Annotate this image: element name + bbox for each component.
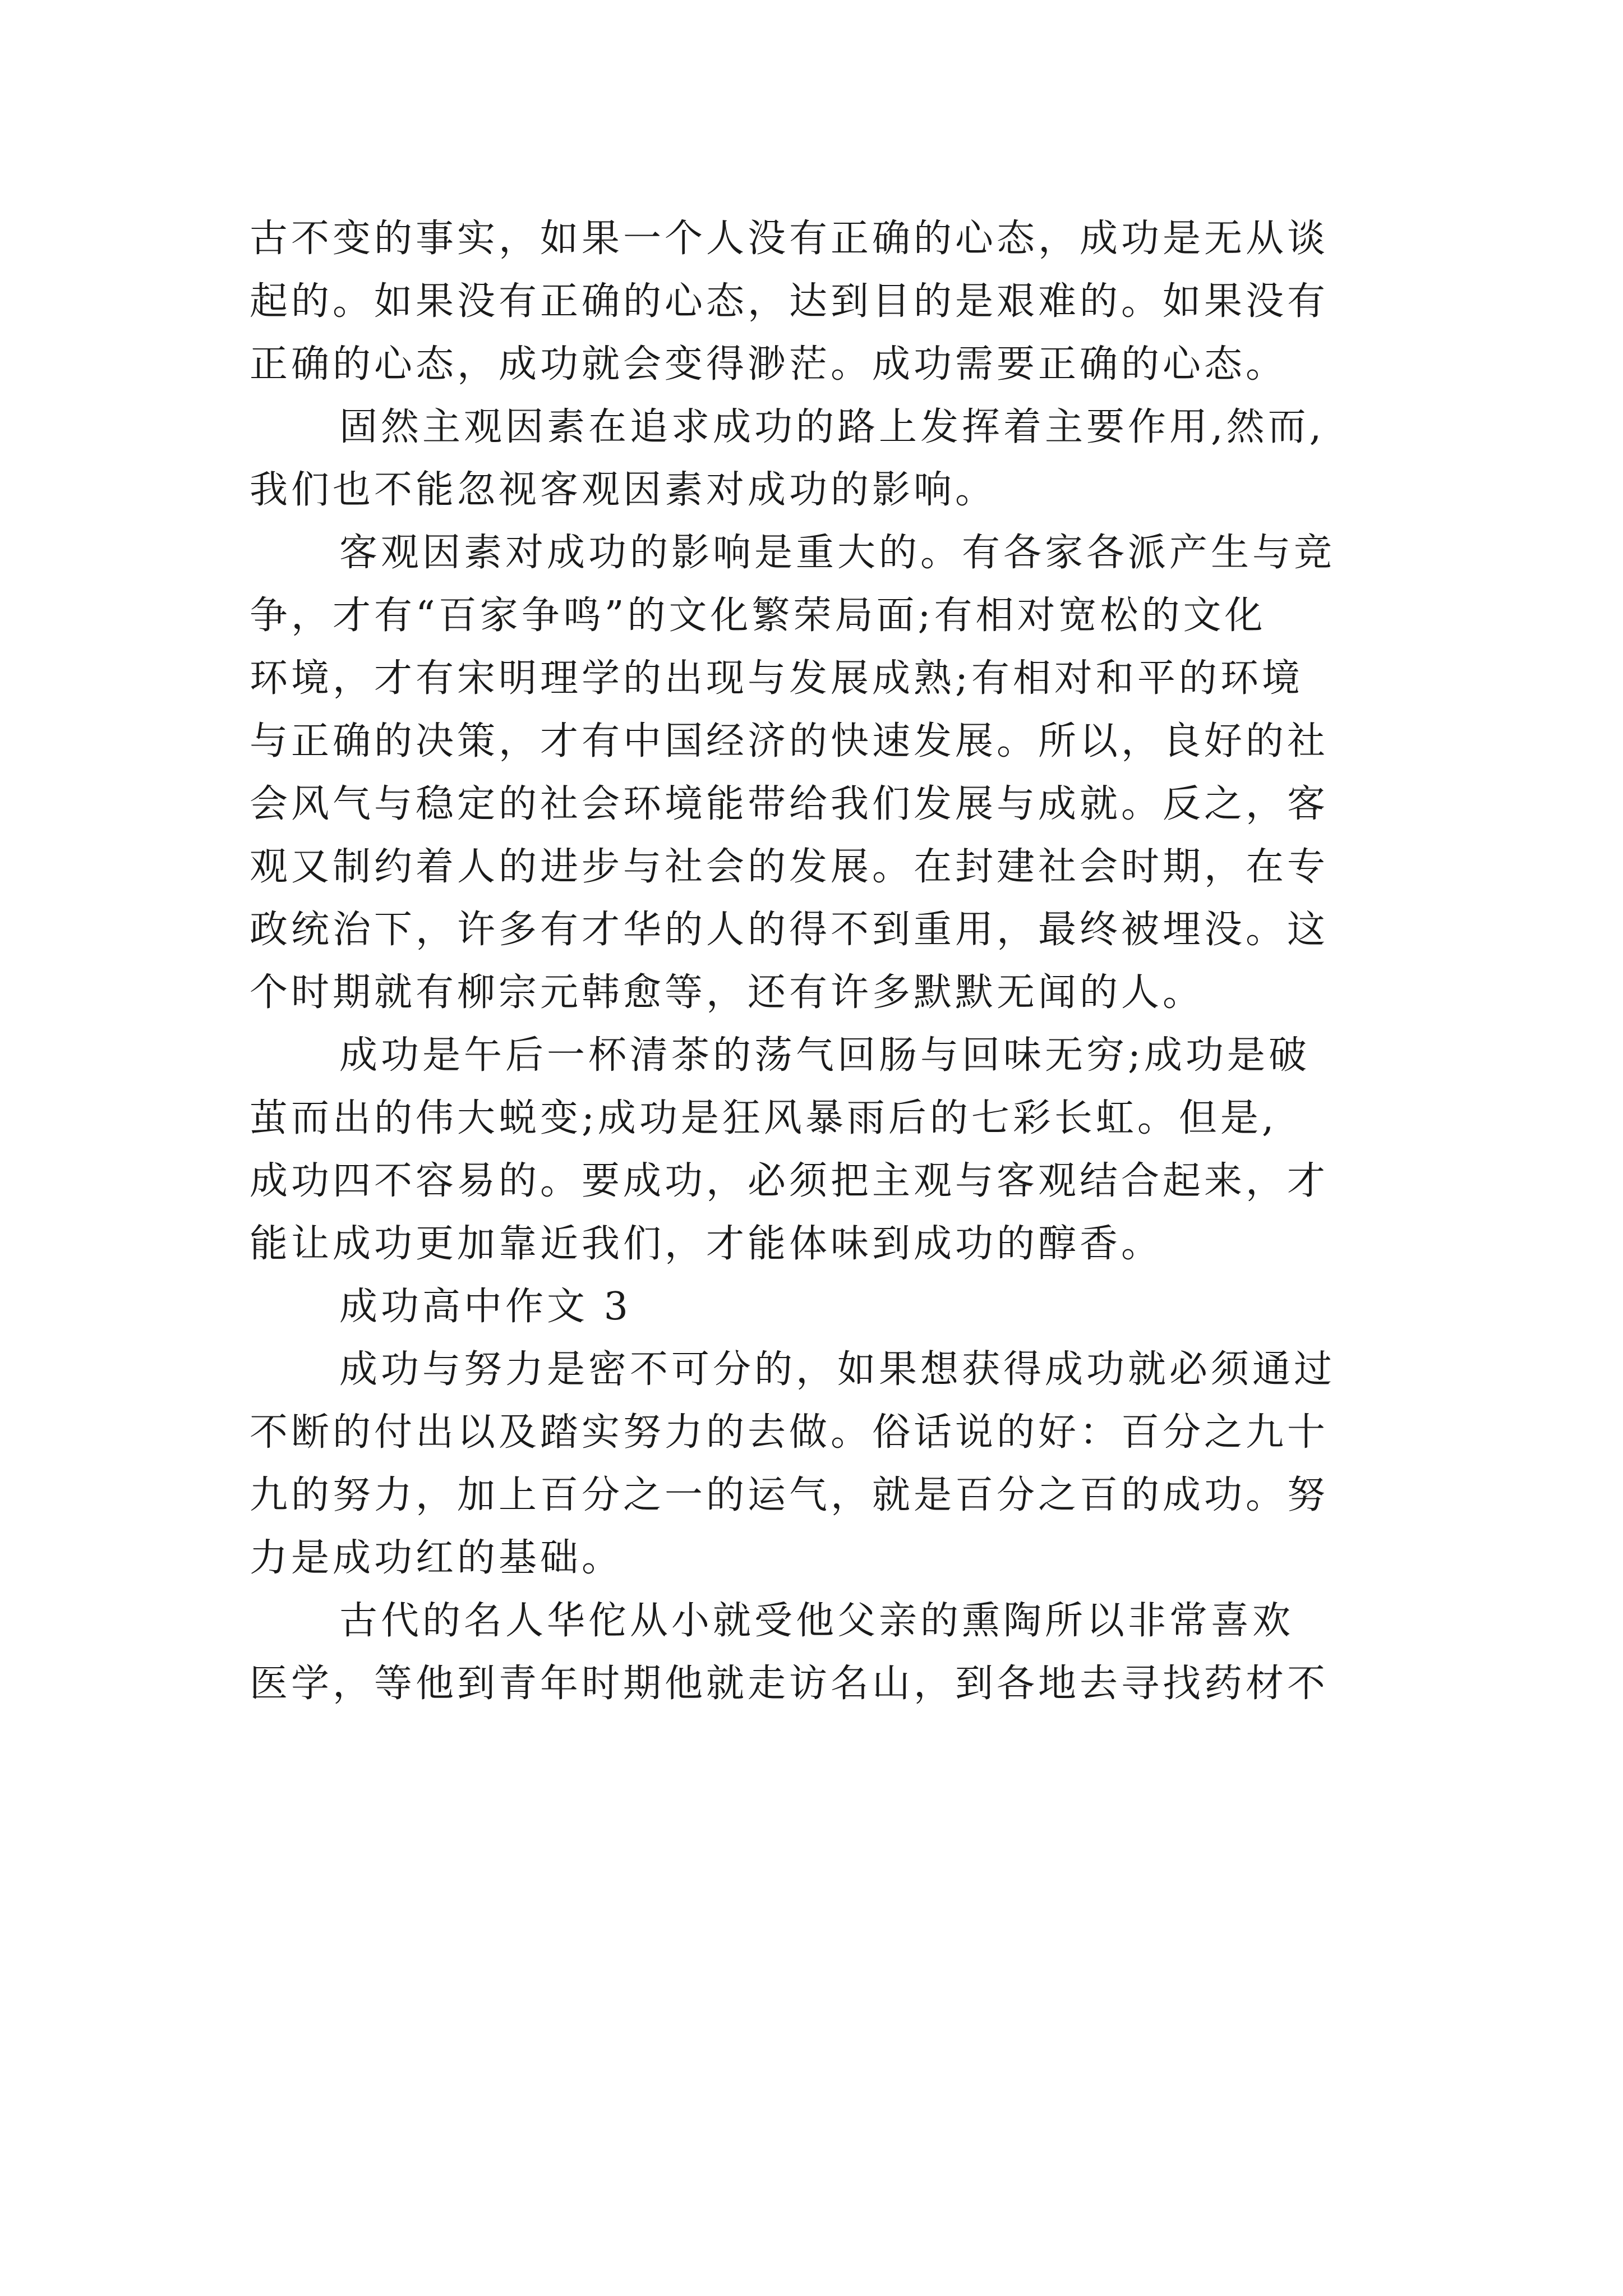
- text-line: 能让成功更加靠近我们，才能体味到成功的醇香。: [250, 1222, 1163, 1266]
- paragraph-first-line: 固然主观因素在追求成功的路上发挥着主要作用,然而,: [339, 405, 1325, 449]
- text-line: 茧而出的伟大蜕变;成功是狂风暴雨后的七彩长虹。但是,: [250, 1096, 1278, 1140]
- text-line: 不断的付出以及踏实努力的去做。俗话说的好：百分之九十: [250, 1410, 1329, 1455]
- text-line: 我们也不能忽视客观因素对成功的影响。: [250, 468, 997, 512]
- text-line: 九的努力，加上百分之一的运气，就是百分之百的成功。努: [250, 1473, 1329, 1517]
- document-body: [250, 208, 1394, 1715]
- text-line: 会风气与稳定的社会环境能带给我们发展与成就。反之，客: [250, 782, 1329, 826]
- text-line: 正确的心态，成功就会变得渺茫。成功需要正确的心态。: [250, 342, 1288, 386]
- paragraph-first-line: 客观因素对成功的影响是重大的。有各家各派产生与竞: [339, 531, 1336, 575]
- paragraph-first-line: 成功高中作文 3: [339, 1285, 631, 1329]
- text-line: 医学，等他到青年时期他就走访名山，到各地去寻找药材不: [250, 1662, 1329, 1706]
- text-line: 与正确的决策，才有中国经济的快速发展。所以，良好的社: [250, 719, 1329, 763]
- text-line: 环境，才有宋明理学的出现与发展成熟;有相对和平的环境: [250, 656, 1303, 701]
- text-line: 成功四不容易的。要成功，必须把主观与客观结合起来，才: [250, 1159, 1329, 1203]
- paragraph-first-line: 古代的名人华佗从小就受他父亲的熏陶所以非常喜欢: [339, 1599, 1294, 1643]
- text-line: 力是成功红的基础。: [250, 1536, 624, 1580]
- text-line: 个时期就有柳宗元韩愈等，还有许多默默无闻的人。: [250, 970, 1205, 1015]
- text-line: 古不变的事实，如果一个人没有正确的心态，成功是无从谈: [250, 217, 1329, 261]
- text-line: 起的。如果没有正确的心态，达到目的是艰难的。如果没有: [250, 279, 1329, 324]
- paragraph-first-line: 成功是午后一杯清茶的荡气回肠与回味无穷;成功是破: [339, 1033, 1310, 1078]
- text-line: 观又制约着人的进步与社会的发展。在封建社会时期，在专: [250, 845, 1329, 889]
- paragraph-first-line: 成功与努力是密不可分的，如果想获得成功就必须通过: [339, 1347, 1336, 1392]
- text-line: 政统治下，许多有才华的人的得不到重用，最终被埋没。这: [250, 908, 1329, 952]
- text-line: 争，才有“百家争鸣”的文化繁荣局面;有相对宽松的文化: [250, 593, 1266, 638]
